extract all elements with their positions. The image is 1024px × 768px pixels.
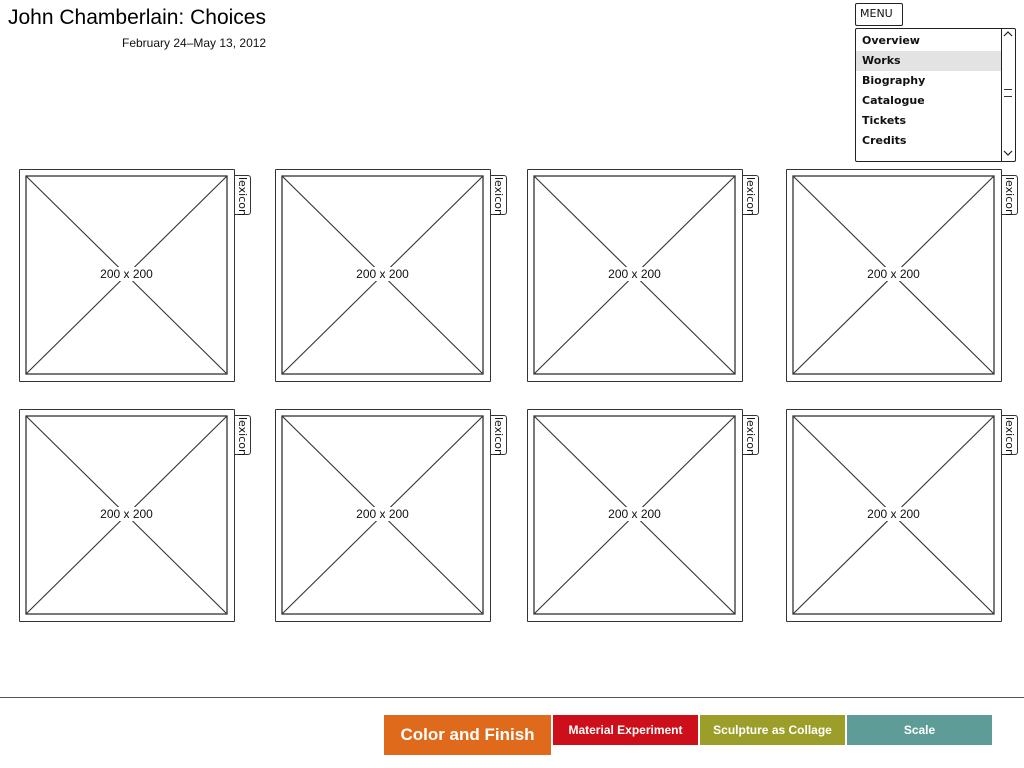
placeholder-size-label: 200 x 200 [356,507,409,521]
placeholder-size-label: 200 x 200 [608,267,661,281]
menu-item-works[interactable]: Works [856,51,1001,71]
lexicon-tab[interactable]: lexicon [492,177,505,216]
menu-item-credits[interactable]: Credits [862,134,907,147]
category-material-experiment-button[interactable]: Material Experiment [553,715,698,745]
lexicon-tab[interactable]: lexicon [744,177,757,216]
placeholder-size-label: 200 x 200 [867,267,920,281]
menu-items [856,31,1001,151]
category-scale-button[interactable]: Scale [847,715,992,745]
placeholder-size-label: 200 x 200 [867,507,920,521]
menu-item-overview[interactable]: Overview [862,34,920,47]
menu-button[interactable]: MENU [855,3,903,26]
menu-item-tickets[interactable]: Tickets [862,114,907,127]
artwork-tile[interactable] [275,169,491,382]
menu-item-catalogue[interactable]: Catalogue [862,94,925,107]
lexicon-tab[interactable]: lexicon [1003,177,1016,216]
exhibition-dates: February 24–May 13, 2012 [122,36,267,50]
scroll-down-icon[interactable] [1002,149,1014,160]
placeholder-size-label: 200 x 200 [356,267,409,281]
placeholder-size-label: 200 x 200 [100,507,153,521]
artwork-tile[interactable] [786,169,1002,382]
artwork-tile[interactable] [786,409,1002,622]
lexicon-tab[interactable]: lexicon [1003,417,1016,456]
scroll-thumb[interactable] [1004,83,1012,101]
footer-divider [0,697,1024,698]
lexicon-tab[interactable]: lexicon [492,417,505,456]
artwork-tile[interactable] [275,409,491,622]
menu-item-biography[interactable]: Biography [862,74,926,87]
lexicon-tab[interactable]: lexicon [236,177,249,216]
placeholder-size-label: 200 x 200 [608,507,661,521]
category-color-and-finish-button[interactable]: Color and Finish [384,715,551,755]
menu-list[interactable] [855,28,1016,162]
artwork-tile[interactable] [527,169,743,382]
artwork-tile[interactable] [19,169,235,382]
menu-scrollbar[interactable] [1001,29,1015,161]
lexicon-tab[interactable]: lexicon [236,417,249,456]
category-sculpture-as-collage-button[interactable]: Sculpture as Collage [700,715,845,745]
artwork-tile[interactable] [527,409,743,622]
page-title: John Chamberlain: Choices [8,6,266,29]
placeholder-size-label: 200 x 200 [100,267,153,281]
scroll-up-icon[interactable] [1002,30,1014,41]
lexicon-tab[interactable]: lexicon [744,417,757,456]
artwork-tile[interactable] [19,409,235,622]
